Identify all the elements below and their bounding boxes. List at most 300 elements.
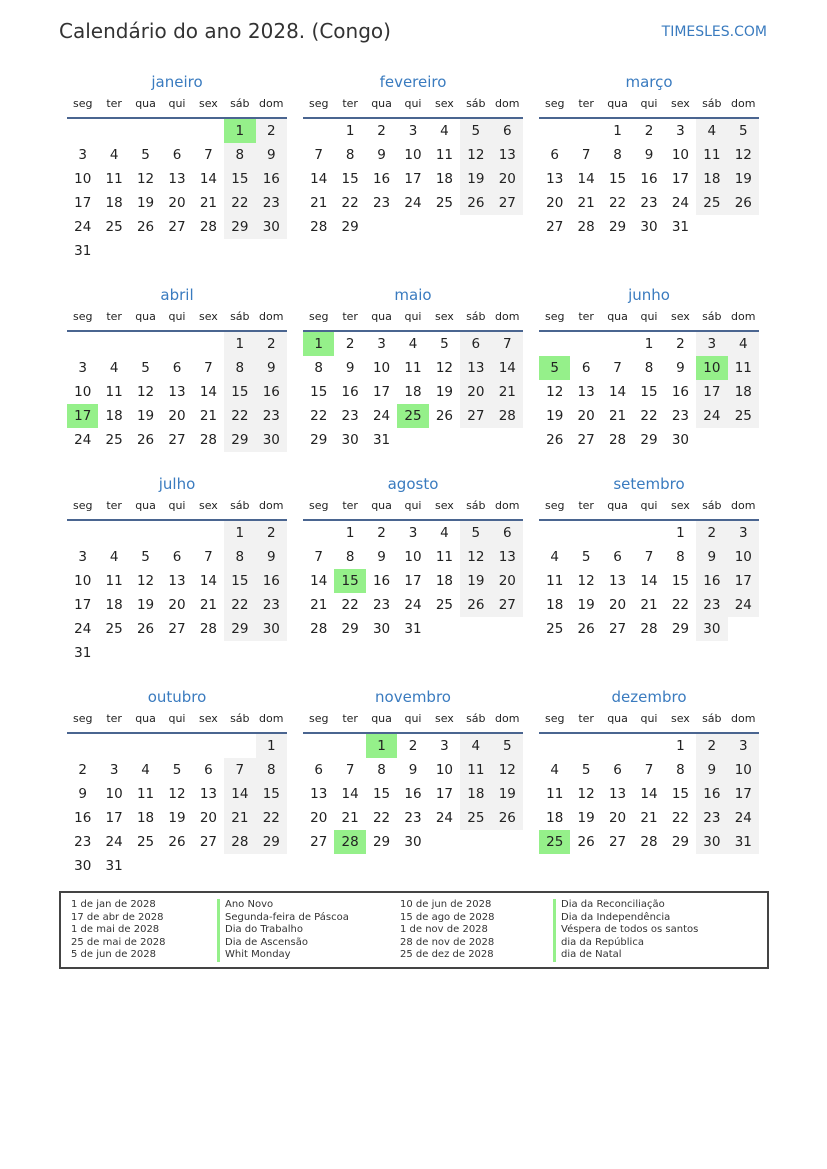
day-cell[interactable]: 3 (728, 521, 759, 545)
day-cell[interactable]: 21 (310, 597, 328, 613)
day-cell[interactable]: 27 (168, 432, 186, 448)
day-cell[interactable]: 18 (435, 573, 454, 589)
day-cell[interactable]: 21 (640, 810, 658, 826)
day-cell[interactable]: 15 (671, 786, 690, 802)
day-cell[interactable]: 28 (640, 621, 658, 637)
day-cell[interactable]: 18 (404, 384, 422, 400)
day-cell[interactable]: 5 (141, 549, 150, 565)
day-cell[interactable]: 24 (404, 195, 422, 211)
day-cell[interactable]: 6 (460, 332, 491, 356)
day-cell[interactable]: 19 (460, 569, 491, 593)
day-cell[interactable]: 17 (74, 195, 92, 211)
day-cell[interactable]: 6 (492, 521, 523, 545)
day-cell[interactable]: 13 (492, 143, 523, 167)
day-cell[interactable]: 26 (460, 593, 491, 617)
holiday-day-cell[interactable]: 10 (696, 356, 727, 380)
day-cell[interactable]: 18 (728, 380, 759, 404)
day-cell[interactable]: 12 (460, 545, 491, 569)
day-cell[interactable]: 23 (372, 597, 391, 613)
day-cell[interactable]: 20 (577, 408, 595, 424)
day-cell[interactable]: 22 (224, 191, 255, 215)
day-cell[interactable]: 20 (168, 408, 186, 424)
day-cell[interactable]: 27 (168, 621, 186, 637)
day-cell[interactable]: 11 (136, 786, 155, 802)
day-cell[interactable]: 4 (550, 762, 559, 778)
day-cell[interactable]: 23 (341, 408, 359, 424)
day-cell[interactable]: 30 (341, 432, 359, 448)
day-cell[interactable]: 21 (608, 408, 627, 424)
day-cell[interactable]: 19 (577, 597, 595, 613)
day-cell[interactable]: 12 (460, 143, 491, 167)
day-cell[interactable]: 29 (224, 428, 255, 452)
day-cell[interactable]: 26 (136, 219, 155, 235)
day-cell[interactable]: 5 (581, 549, 591, 565)
day-cell[interactable]: 28 (199, 621, 218, 637)
day-cell[interactable]: 26 (136, 432, 155, 448)
day-cell[interactable]: 7 (581, 147, 591, 163)
day-cell[interactable]: 22 (640, 408, 658, 424)
day-cell[interactable]: 4 (408, 336, 418, 352)
day-cell[interactable]: 3 (377, 336, 386, 352)
day-cell[interactable]: 17 (728, 569, 759, 593)
day-cell[interactable]: 24 (728, 806, 759, 830)
day-cell[interactable]: 31 (728, 830, 759, 854)
day-cell[interactable]: 30 (256, 428, 287, 452)
day-cell[interactable]: 19 (435, 384, 454, 400)
day-cell[interactable]: 5 (728, 119, 759, 143)
day-cell[interactable]: 2 (377, 525, 386, 541)
day-cell[interactable]: 30 (372, 621, 391, 637)
day-cell[interactable]: 14 (224, 782, 255, 806)
day-cell[interactable]: 5 (581, 762, 591, 778)
day-cell[interactable]: 8 (345, 147, 355, 163)
day-cell[interactable]: 23 (256, 404, 287, 428)
day-cell[interactable]: 2 (644, 123, 654, 139)
day-cell[interactable]: 30 (671, 432, 690, 448)
holiday-day-cell[interactable]: 28 (334, 830, 365, 854)
day-cell[interactable]: 16 (341, 384, 359, 400)
day-cell[interactable]: 17 (74, 597, 92, 613)
day-cell[interactable]: 9 (644, 147, 654, 163)
day-cell[interactable]: 24 (74, 432, 92, 448)
day-cell[interactable]: 5 (492, 734, 523, 758)
day-cell[interactable]: 15 (224, 167, 255, 191)
day-cell[interactable]: 25 (435, 597, 454, 613)
day-cell[interactable]: 4 (696, 119, 727, 143)
day-cell[interactable]: 27 (199, 834, 218, 850)
day-cell[interactable]: 16 (74, 810, 92, 826)
day-cell[interactable]: 26 (435, 408, 454, 424)
day-cell[interactable]: 28 (640, 834, 658, 850)
day-cell[interactable]: 30 (696, 830, 727, 854)
day-cell[interactable]: 1 (676, 738, 685, 754)
day-cell[interactable]: 11 (460, 758, 491, 782)
day-cell[interactable]: 23 (372, 195, 391, 211)
day-cell[interactable]: 10 (74, 573, 92, 589)
day-cell[interactable]: 9 (408, 762, 418, 778)
holiday-day-cell[interactable]: 17 (67, 404, 98, 428)
day-cell[interactable]: 12 (577, 573, 595, 589)
day-cell[interactable]: 27 (492, 593, 523, 617)
day-cell[interactable]: 22 (341, 597, 359, 613)
day-cell[interactable]: 17 (105, 810, 123, 826)
day-cell[interactable]: 6 (172, 147, 182, 163)
day-cell[interactable]: 14 (608, 384, 627, 400)
day-cell[interactable]: 2 (377, 123, 386, 139)
day-cell[interactable]: 6 (581, 360, 591, 376)
day-cell[interactable]: 17 (671, 171, 690, 187)
day-cell[interactable]: 20 (608, 597, 627, 613)
day-cell[interactable]: 31 (74, 645, 92, 661)
day-cell[interactable]: 8 (377, 762, 386, 778)
day-cell[interactable]: 3 (696, 332, 727, 356)
day-cell[interactable]: 25 (546, 621, 564, 637)
day-cell[interactable]: 21 (224, 806, 255, 830)
day-cell[interactable]: 5 (460, 119, 491, 143)
day-cell[interactable]: 3 (440, 738, 449, 754)
day-cell[interactable]: 6 (550, 147, 559, 163)
day-cell[interactable]: 31 (671, 219, 690, 235)
day-cell[interactable]: 15 (310, 384, 328, 400)
day-cell[interactable]: 8 (256, 758, 287, 782)
day-cell[interactable]: 26 (460, 191, 491, 215)
day-cell[interactable]: 12 (435, 360, 454, 376)
day-cell[interactable]: 6 (172, 360, 182, 376)
day-cell[interactable]: 18 (435, 171, 454, 187)
day-cell[interactable]: 10 (74, 384, 92, 400)
day-cell[interactable]: 23 (74, 834, 92, 850)
day-cell[interactable]: 26 (136, 621, 155, 637)
day-cell[interactable]: 27 (310, 834, 328, 850)
day-cell[interactable]: 4 (141, 762, 150, 778)
day-cell[interactable]: 29 (224, 215, 255, 239)
day-cell[interactable]: 6 (613, 762, 622, 778)
day-cell[interactable]: 30 (640, 219, 658, 235)
day-cell[interactable]: 30 (256, 215, 287, 239)
day-cell[interactable]: 11 (105, 171, 123, 187)
day-cell[interactable]: 20 (199, 810, 218, 826)
day-cell[interactable]: 13 (608, 786, 627, 802)
day-cell[interactable]: 20 (460, 380, 491, 404)
day-cell[interactable]: 7 (204, 549, 213, 565)
day-cell[interactable]: 11 (105, 384, 123, 400)
day-cell[interactable]: 13 (460, 356, 491, 380)
day-cell[interactable]: 10 (728, 545, 759, 569)
day-cell[interactable]: 13 (492, 545, 523, 569)
day-cell[interactable]: 29 (256, 830, 287, 854)
brand-link[interactable]: TIMESLES.COM (661, 24, 767, 40)
day-cell[interactable]: 25 (105, 219, 123, 235)
day-cell[interactable]: 17 (696, 380, 727, 404)
day-cell[interactable]: 24 (105, 834, 123, 850)
day-cell[interactable]: 25 (136, 834, 155, 850)
day-cell[interactable]: 16 (404, 786, 422, 802)
day-cell[interactable]: 22 (671, 597, 690, 613)
day-cell[interactable]: 7 (224, 758, 255, 782)
day-cell[interactable]: 2 (676, 336, 685, 352)
holiday-day-cell[interactable]: 1 (224, 119, 255, 143)
day-cell[interactable]: 14 (310, 171, 328, 187)
day-cell[interactable]: 23 (256, 593, 287, 617)
day-cell[interactable]: 20 (168, 195, 186, 211)
day-cell[interactable]: 9 (377, 549, 386, 565)
day-cell[interactable]: 18 (696, 167, 727, 191)
day-cell[interactable]: 3 (78, 360, 87, 376)
day-cell[interactable]: 1 (676, 525, 685, 541)
day-cell[interactable]: 8 (224, 545, 255, 569)
holiday-day-cell[interactable]: 25 (397, 404, 428, 428)
day-cell[interactable]: 9 (696, 545, 727, 569)
holiday-day-cell[interactable]: 1 (303, 332, 334, 356)
day-cell[interactable]: 18 (105, 597, 123, 613)
day-cell[interactable]: 11 (435, 147, 454, 163)
day-cell[interactable]: 14 (640, 786, 658, 802)
day-cell[interactable]: 12 (136, 384, 155, 400)
day-cell[interactable]: 13 (546, 171, 564, 187)
day-cell[interactable]: 19 (136, 408, 155, 424)
day-cell[interactable]: 15 (640, 384, 658, 400)
day-cell[interactable]: 19 (136, 195, 155, 211)
day-cell[interactable]: 15 (608, 171, 627, 187)
day-cell[interactable]: 3 (408, 123, 418, 139)
day-cell[interactable]: 1 (613, 123, 622, 139)
day-cell[interactable]: 13 (577, 384, 595, 400)
day-cell[interactable]: 13 (199, 786, 218, 802)
day-cell[interactable]: 5 (172, 762, 182, 778)
day-cell[interactable]: 9 (377, 147, 386, 163)
day-cell[interactable]: 22 (372, 810, 391, 826)
day-cell[interactable]: 8 (345, 549, 355, 565)
day-cell[interactable]: 1 (345, 525, 355, 541)
day-cell[interactable]: 10 (74, 171, 92, 187)
day-cell[interactable]: 1 (224, 332, 255, 356)
day-cell[interactable]: 12 (136, 573, 155, 589)
day-cell[interactable]: 10 (435, 762, 454, 778)
day-cell[interactable]: 1 (345, 123, 355, 139)
day-cell[interactable]: 13 (168, 171, 186, 187)
day-cell[interactable]: 16 (696, 569, 727, 593)
day-cell[interactable]: 23 (671, 408, 690, 424)
day-cell[interactable]: 27 (608, 834, 627, 850)
day-cell[interactable]: 5 (141, 360, 150, 376)
day-cell[interactable]: 24 (671, 195, 690, 211)
day-cell[interactable]: 19 (168, 810, 186, 826)
day-cell[interactable]: 21 (577, 195, 595, 211)
day-cell[interactable]: 2 (696, 521, 727, 545)
day-cell[interactable]: 28 (608, 432, 627, 448)
day-cell[interactable]: 28 (310, 219, 328, 235)
day-cell[interactable]: 2 (256, 119, 287, 143)
day-cell[interactable]: 22 (341, 195, 359, 211)
day-cell[interactable]: 23 (640, 195, 658, 211)
day-cell[interactable]: 16 (256, 167, 287, 191)
day-cell[interactable]: 22 (608, 195, 627, 211)
day-cell[interactable]: 14 (310, 573, 328, 589)
day-cell[interactable]: 10 (404, 147, 422, 163)
day-cell[interactable]: 8 (314, 360, 323, 376)
day-cell[interactable]: 13 (168, 573, 186, 589)
day-cell[interactable]: 27 (546, 219, 564, 235)
day-cell[interactable]: 18 (105, 408, 123, 424)
day-cell[interactable]: 11 (404, 360, 422, 376)
day-cell[interactable]: 14 (341, 786, 359, 802)
day-cell[interactable]: 28 (310, 621, 328, 637)
day-cell[interactable]: 22 (224, 404, 255, 428)
day-cell[interactable]: 7 (644, 549, 654, 565)
day-cell[interactable]: 21 (199, 597, 218, 613)
day-cell[interactable]: 17 (435, 786, 454, 802)
day-cell[interactable]: 3 (408, 525, 418, 541)
day-cell[interactable]: 11 (546, 786, 564, 802)
day-cell[interactable]: 8 (613, 147, 622, 163)
day-cell[interactable]: 16 (256, 569, 287, 593)
day-cell[interactable]: 23 (256, 191, 287, 215)
day-cell[interactable]: 30 (256, 617, 287, 641)
day-cell[interactable]: 29 (341, 621, 359, 637)
day-cell[interactable]: 6 (204, 762, 213, 778)
day-cell[interactable]: 26 (728, 191, 759, 215)
day-cell[interactable]: 28 (224, 830, 255, 854)
day-cell[interactable]: 6 (172, 549, 182, 565)
day-cell[interactable]: 14 (577, 171, 595, 187)
day-cell[interactable]: 7 (613, 360, 622, 376)
day-cell[interactable]: 30 (404, 834, 422, 850)
day-cell[interactable]: 7 (492, 332, 523, 356)
day-cell[interactable]: 15 (372, 786, 391, 802)
day-cell[interactable]: 29 (310, 432, 328, 448)
day-cell[interactable]: 28 (492, 404, 523, 428)
day-cell[interactable]: 10 (404, 549, 422, 565)
day-cell[interactable]: 2 (256, 332, 287, 356)
day-cell[interactable]: 19 (136, 597, 155, 613)
day-cell[interactable]: 24 (74, 219, 92, 235)
day-cell[interactable]: 25 (728, 404, 759, 428)
day-cell[interactable]: 16 (671, 384, 690, 400)
day-cell[interactable]: 18 (546, 810, 564, 826)
day-cell[interactable]: 21 (199, 408, 218, 424)
day-cell[interactable]: 31 (105, 858, 123, 874)
day-cell[interactable]: 8 (224, 143, 255, 167)
day-cell[interactable]: 29 (224, 617, 255, 641)
day-cell[interactable]: 21 (199, 195, 218, 211)
day-cell[interactable]: 12 (728, 143, 759, 167)
day-cell[interactable]: 2 (78, 762, 87, 778)
day-cell[interactable]: 4 (109, 360, 119, 376)
day-cell[interactable]: 27 (460, 404, 491, 428)
day-cell[interactable]: 22 (256, 806, 287, 830)
day-cell[interactable]: 4 (460, 734, 491, 758)
day-cell[interactable]: 18 (460, 782, 491, 806)
day-cell[interactable]: 4 (440, 123, 449, 139)
day-cell[interactable]: 24 (728, 593, 759, 617)
day-cell[interactable]: 2 (256, 521, 287, 545)
day-cell[interactable]: 3 (676, 123, 685, 139)
day-cell[interactable]: 19 (492, 782, 523, 806)
day-cell[interactable]: 24 (435, 810, 454, 826)
day-cell[interactable]: 11 (696, 143, 727, 167)
day-cell[interactable]: 10 (671, 147, 690, 163)
day-cell[interactable]: 25 (460, 806, 491, 830)
day-cell[interactable]: 28 (577, 219, 595, 235)
day-cell[interactable]: 3 (78, 147, 87, 163)
day-cell[interactable]: 3 (728, 734, 759, 758)
day-cell[interactable]: 22 (310, 408, 328, 424)
day-cell[interactable]: 18 (546, 597, 564, 613)
day-cell[interactable]: 2 (408, 738, 418, 754)
day-cell[interactable]: 29 (671, 621, 690, 637)
day-cell[interactable]: 9 (696, 758, 727, 782)
day-cell[interactable]: 20 (608, 810, 627, 826)
day-cell[interactable]: 7 (644, 762, 654, 778)
day-cell[interactable]: 19 (460, 167, 491, 191)
day-cell[interactable]: 19 (546, 408, 564, 424)
day-cell[interactable]: 9 (345, 360, 355, 376)
day-cell[interactable]: 18 (105, 195, 123, 211)
day-cell[interactable]: 17 (372, 384, 391, 400)
day-cell[interactable]: 15 (224, 380, 255, 404)
day-cell[interactable]: 11 (546, 573, 564, 589)
day-cell[interactable]: 24 (404, 597, 422, 613)
day-cell[interactable]: 9 (676, 360, 685, 376)
day-cell[interactable]: 29 (372, 834, 391, 850)
day-cell[interactable]: 24 (372, 408, 391, 424)
day-cell[interactable]: 11 (435, 549, 454, 565)
day-cell[interactable]: 20 (492, 569, 523, 593)
day-cell[interactable]: 16 (372, 171, 391, 187)
day-cell[interactable]: 17 (404, 573, 422, 589)
day-cell[interactable]: 13 (608, 573, 627, 589)
day-cell[interactable]: 9 (256, 545, 287, 569)
day-cell[interactable]: 27 (492, 191, 523, 215)
day-cell[interactable]: 29 (640, 432, 658, 448)
day-cell[interactable]: 4 (109, 147, 119, 163)
day-cell[interactable]: 14 (199, 384, 218, 400)
day-cell[interactable]: 15 (224, 569, 255, 593)
day-cell[interactable]: 20 (546, 195, 564, 211)
day-cell[interactable]: 5 (141, 147, 150, 163)
day-cell[interactable]: 7 (204, 147, 213, 163)
day-cell[interactable]: 24 (696, 404, 727, 428)
day-cell[interactable]: 28 (199, 219, 218, 235)
day-cell[interactable]: 8 (644, 360, 654, 376)
day-cell[interactable]: 12 (168, 786, 186, 802)
day-cell[interactable]: 26 (492, 806, 523, 830)
day-cell[interactable]: 4 (440, 525, 449, 541)
day-cell[interactable]: 3 (109, 762, 119, 778)
day-cell[interactable]: 4 (728, 332, 759, 356)
day-cell[interactable]: 14 (492, 356, 523, 380)
day-cell[interactable]: 16 (372, 573, 391, 589)
day-cell[interactable]: 17 (728, 782, 759, 806)
day-cell[interactable]: 22 (224, 593, 255, 617)
day-cell[interactable]: 16 (696, 782, 727, 806)
day-cell[interactable]: 7 (345, 762, 355, 778)
day-cell[interactable]: 29 (671, 834, 690, 850)
day-cell[interactable]: 23 (696, 593, 727, 617)
day-cell[interactable]: 19 (728, 167, 759, 191)
day-cell[interactable]: 8 (224, 356, 255, 380)
day-cell[interactable]: 8 (676, 762, 685, 778)
day-cell[interactable]: 25 (105, 621, 123, 637)
day-cell[interactable]: 4 (550, 549, 559, 565)
day-cell[interactable]: 24 (74, 621, 92, 637)
day-cell[interactable]: 6 (613, 549, 622, 565)
day-cell[interactable]: 7 (204, 360, 213, 376)
day-cell[interactable]: 23 (404, 810, 422, 826)
day-cell[interactable]: 29 (608, 219, 627, 235)
day-cell[interactable]: 4 (109, 549, 119, 565)
day-cell[interactable]: 26 (546, 432, 564, 448)
